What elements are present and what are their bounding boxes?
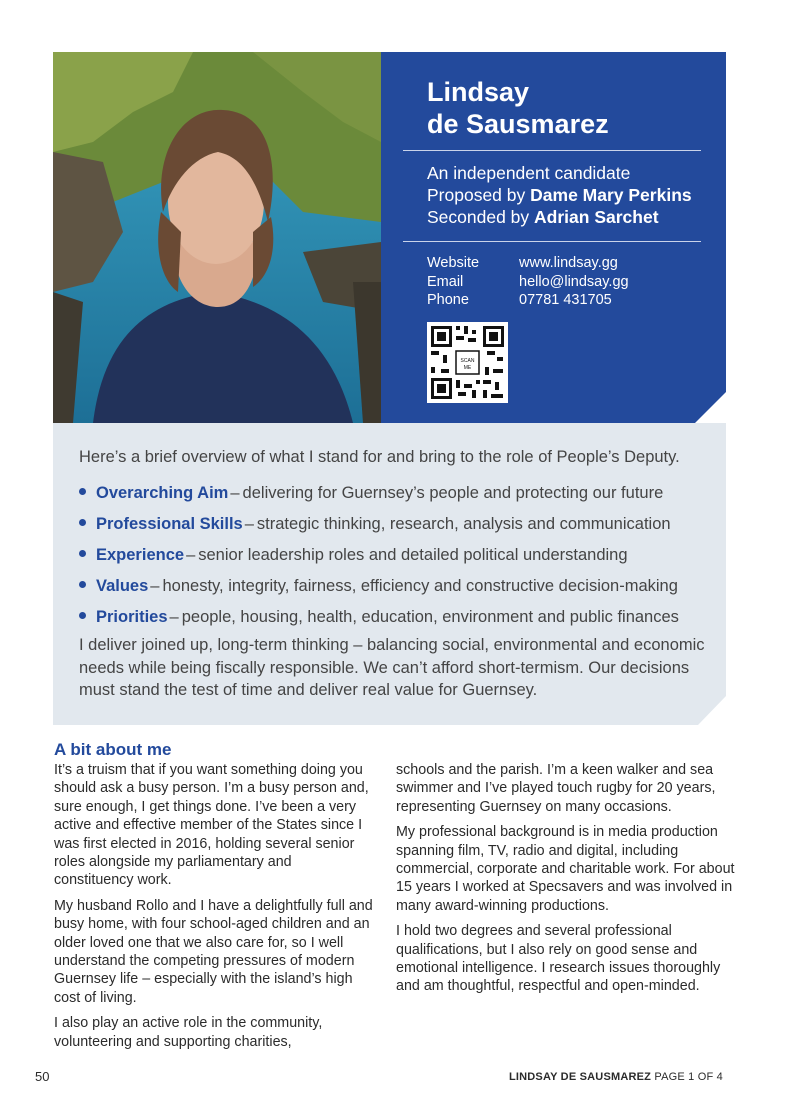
page-number: 50: [35, 1069, 50, 1084]
paragraph: I hold two degrees and several professional qualifications, but I also rely on good sense and emotional intelligence. I research issues thoroughly and am thoughtful, respectful and open-minded.: [396, 923, 721, 995]
footer-label: LINDSAY DE SAUSMAREZ PAGE 1 OF 4: [508, 1071, 723, 1083]
bullet-icon: [79, 550, 86, 557]
bullet-icon: [79, 519, 86, 526]
list-item: Overarching Aim – delivering for Guernsey’s people and protecting our future: [79, 478, 679, 509]
about-column-2: [396, 761, 736, 1003]
qr-code[interactable]: [427, 322, 508, 403]
bullet-icon: [79, 488, 86, 495]
seconder-line: Seconded by Adrian Sarchet: [427, 207, 659, 227]
list-item: Professional Skills – strategic thinking, research, analysis and communication: [79, 509, 679, 540]
paragraph: My husband Rollo and I have a delightfully full and busy home, with four school-aged children and an older loved one that we also care for, so I well understand the competing pressures of modern Guernsey life – especially with the island’s high cost of living.: [54, 897, 373, 1006]
overview-closing: I deliver joined up, long-term thinking – balancing social, environmental and economic needs while being fiscally responsible. We can’t afford short-termism. Our decisions must stand the test of time and deliver real value for Guernsey.: [79, 636, 705, 699]
portrait-illustration: [53, 52, 381, 423]
list-item: Values – honesty, integrity, fairness, efficiency and constructive decision-making: [79, 571, 679, 602]
proposer-line: Proposed by Dame Mary Perkins: [427, 185, 692, 205]
contact-phone: Phone 07781 431705: [427, 292, 612, 308]
divider: [403, 241, 701, 242]
website-link[interactable]: www.lindsay.gg: [519, 255, 618, 271]
contact-email: Email hello@lindsay.gg: [427, 273, 629, 290]
svg-text:ME: ME: [463, 365, 472, 371]
overview-intro: Here’s a brief overview of what I stand for and bring to the role of People’s Deputy.: [79, 448, 680, 466]
candidacy-details: [427, 162, 692, 228]
paragraph: I also play an active role in the community, volunteering and supporting charities,: [54, 1015, 323, 1050]
svg-text:SCAN: SCAN: [460, 358, 475, 364]
list-item: Priorities – people, housing, health, education, environment and public finances: [79, 602, 679, 633]
contact-list: [427, 254, 629, 310]
list-item: Experience – senior leadership roles and detailed political understanding: [79, 540, 679, 571]
about-heading: A bit about me: [54, 740, 172, 759]
overview-bullets: [79, 478, 679, 633]
proposer-name: Dame Mary Perkins: [530, 185, 692, 205]
contact-website: Website www.lindsay.gg: [427, 255, 618, 271]
name-line-2: de Sausmarez: [427, 109, 609, 139]
paragraph: schools and the parish. I’m a keen walker and sea swimmer and I’ve played touch rugby for 20 years, representing Guernsey on many occasions.: [396, 762, 716, 815]
about-column-1: [54, 761, 374, 1058]
paragraph: It’s a truism that if you want something doing you should ask a busy person. I’m a busy person and, sure enough, I get things done. I’ve been a very active and effective member of the States since I was first elected in 2016, holding several senior roles alongside my parliamentary and constituency work.: [54, 762, 369, 889]
bullet-icon: [79, 612, 86, 619]
phone-number: 07781 431705: [519, 292, 612, 308]
candidate-status: An independent candidate: [427, 163, 631, 183]
seconder-name: Adrian Sarchet: [534, 207, 659, 227]
bullet-icon: [79, 581, 86, 588]
candidate-name: [427, 76, 609, 140]
qr-code-icon: [427, 322, 508, 403]
email-link[interactable]: hello@lindsay.gg: [519, 273, 629, 290]
name-line-1: Lindsay: [427, 77, 530, 107]
paragraph: My professional background is in media production spanning film, TV, radio and digital, including commercial, corporate and charitable work. For about 15 years I worked at Specsavers and was involved in many award-winning productions.: [396, 824, 735, 914]
candidate-photo: [53, 52, 381, 423]
divider: [403, 150, 701, 151]
